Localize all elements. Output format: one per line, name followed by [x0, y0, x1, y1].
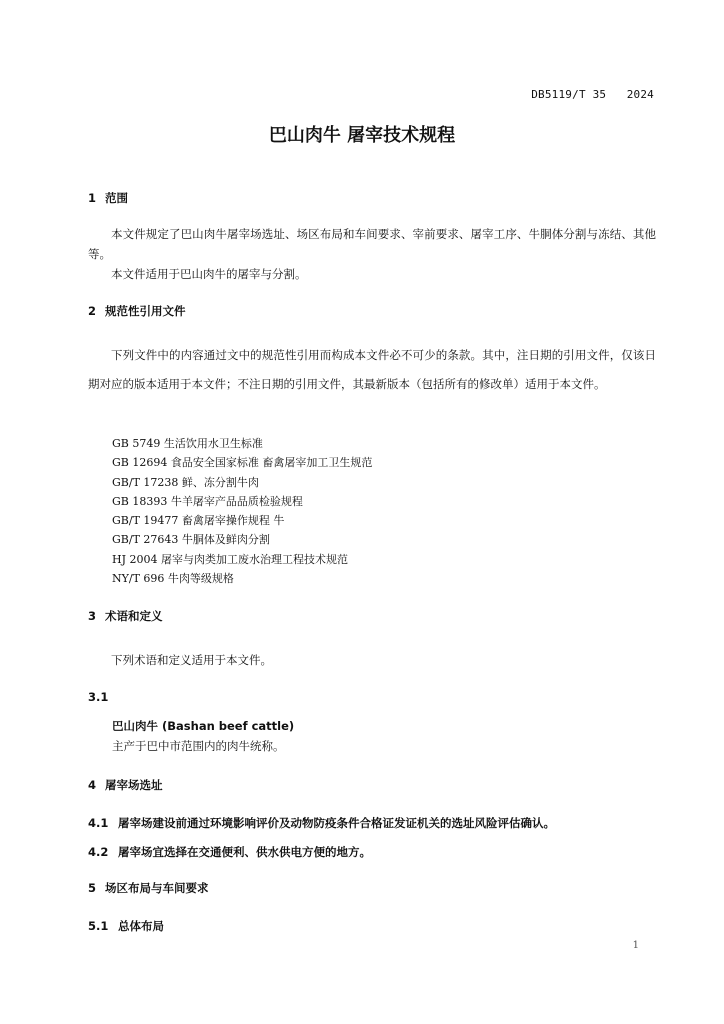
- section-1-paragraph-1: 本文件规定了巴山肉牛屠宰场选址、场区布局和车间要求、宰前要求、屠宰工序、牛胴体分割与冻结、其他等。: [88, 227, 656, 261]
- list-item: GB/T 27643 牛胴体及鲜肉分割: [112, 533, 270, 547]
- section-title: 屠宰场选址: [105, 778, 163, 792]
- clause-text: 屠宰场建设前通过环境影响评价及动物防疫条件合格证发证机关的选址风险评估确认。: [118, 816, 555, 830]
- section-title: 范围: [105, 191, 128, 205]
- section-3-heading: [88, 608, 163, 624]
- subsection-3-1-number: 3.1: [88, 690, 109, 704]
- list-item: HJ 2004 屠宰与肉类加工废水治理工程技术规范: [112, 552, 348, 566]
- document-code: DB5119/T 35 2024: [531, 88, 654, 101]
- section-5-heading: [88, 880, 209, 896]
- section-number: 5: [88, 881, 97, 895]
- section-title: 规范性引用文件: [105, 304, 186, 318]
- section-2-intro: 下列文件中的内容通过文中的规范性引用而构成本文件必不可少的条款。其中，注日期的引用文件，仅该日期对应的版本适用于本文件；不注日期的引用文件，其最新版本（包括所有的修改单）适用于本文件。: [88, 348, 656, 391]
- section-number: 2: [88, 304, 97, 318]
- section-4-heading: [88, 777, 163, 793]
- reference-list: [112, 434, 372, 588]
- clause-4-2: [88, 844, 371, 860]
- list-item: GB/T 17238 鲜、冻分割牛肉: [112, 475, 259, 489]
- document-title: 巴山肉牛 屠宰技术规程: [268, 125, 456, 146]
- section-number: 3: [88, 609, 97, 623]
- subsection-5-1: [88, 918, 164, 934]
- section-number: 1: [88, 191, 97, 205]
- list-item: GB 18393 牛羊屠宰产品品质检验规程: [112, 494, 303, 508]
- clause-4-1: [88, 815, 555, 831]
- term-title: 巴山肉牛 (Bashan beef cattle): [112, 719, 295, 733]
- section-2-heading: [88, 303, 186, 319]
- section-title: 术语和定义: [105, 609, 163, 623]
- page-number: 1: [632, 940, 639, 951]
- subsection-title: 总体布局: [118, 919, 164, 933]
- section-1-heading: [88, 190, 128, 206]
- section-title: 场区布局与车间要求: [105, 881, 209, 895]
- clause-number: 4.1: [88, 816, 109, 830]
- section-1-paragraph-2: 本文件适用于巴山肉牛的屠宰与分割。: [111, 267, 307, 281]
- list-item: GB 12694 食品安全国家标准 畜禽屠宰加工卫生规范: [112, 456, 373, 470]
- section-3-intro: 下列术语和定义适用于本文件。: [111, 653, 272, 667]
- list-item: GB/T 19477 畜禽屠宰操作规程 牛: [112, 514, 285, 528]
- subsection-number: 5.1: [88, 919, 109, 933]
- list-item: NY/T 696 牛肉等级规格: [112, 572, 234, 586]
- term-definition: 主产于巴中市范围内的肉牛统称。: [112, 739, 285, 753]
- clause-number: 4.2: [88, 845, 109, 859]
- section-number: 4: [88, 778, 97, 792]
- list-item: GB 5749 生活饮用水卫生标准: [112, 437, 263, 450]
- clause-text: 屠宰场宜选择在交通便利、供水供电方便的地方。: [118, 845, 371, 859]
